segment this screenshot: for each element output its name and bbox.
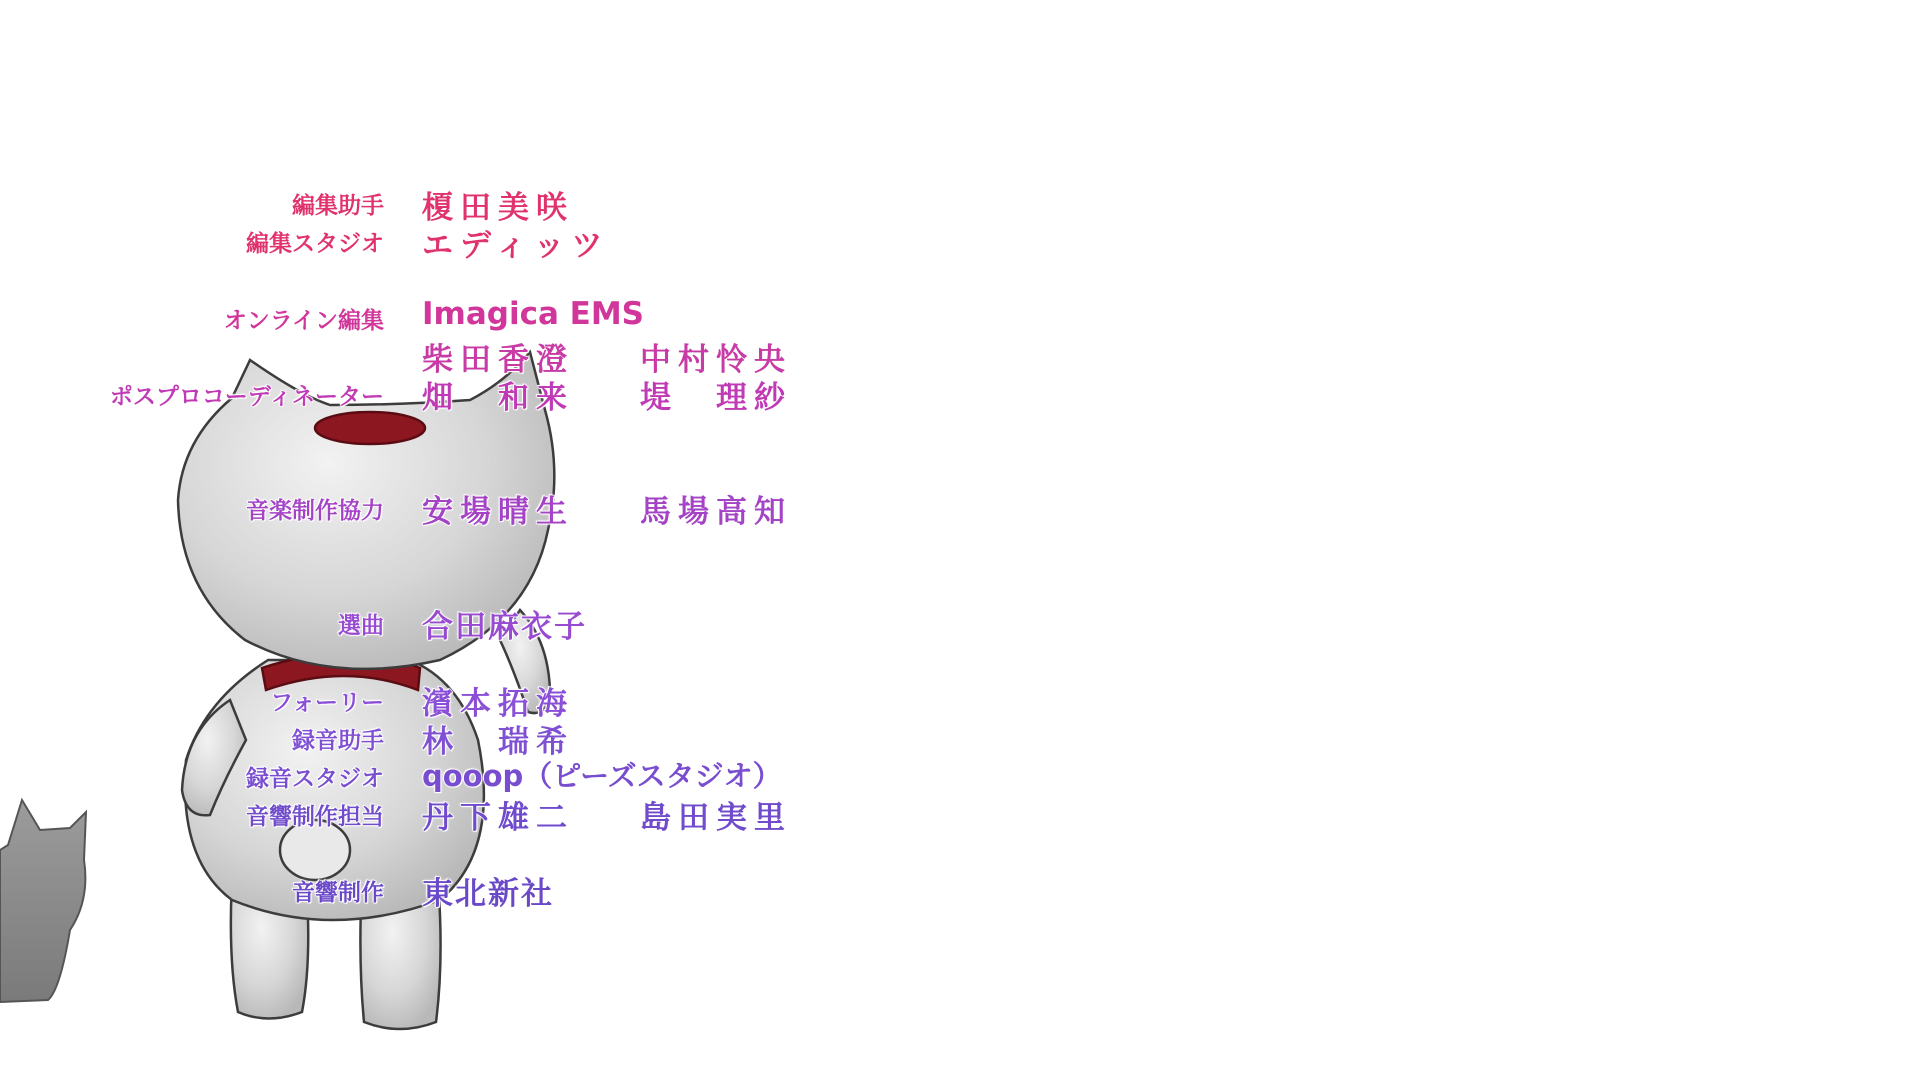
credit-name: 安場晴生 [422,494,574,530]
credit-role: 録音助手 [292,728,384,754]
credit-name: 堤 理紗 [640,380,792,416]
credit-name: エディッツ [422,228,610,264]
credit-role: 録音スタジオ [246,766,384,792]
credit-name: 東北新社 [422,876,554,912]
credit-name: 島田実里 [640,800,792,836]
credit-role: 音楽制作協力 [246,498,384,524]
credit-role: 編集助手 [292,193,384,219]
credit-name: 畑 和来 [422,380,574,416]
credit-role: ポスプロコーディネーター [109,384,384,410]
credit-role: オンライン編集 [223,308,384,334]
credit-name: 濱本拓海 [422,686,574,722]
credit-name: 丹下雄二 [422,800,574,836]
credit-name: 柴田香澄 [422,342,574,378]
credit-name: 榎田美咲 [422,190,574,226]
credit-name: 合田麻衣子 [422,609,587,645]
credit-role: 選曲 [338,613,384,639]
credit-role: フォーリー [270,690,384,716]
credit-role: 編集スタジオ [246,231,384,257]
credit-role: 音響制作担当 [246,804,384,830]
credit-name: 中村怜央 [640,342,792,378]
credit-name: Imagica EMS [422,296,645,332]
credit-role: 音響制作 [292,880,384,906]
credit-name: 林 瑞希 [422,724,574,760]
credit-name: qooop（ピーズスタジオ） [422,759,782,793]
credit-name: 馬場高知 [640,494,792,530]
